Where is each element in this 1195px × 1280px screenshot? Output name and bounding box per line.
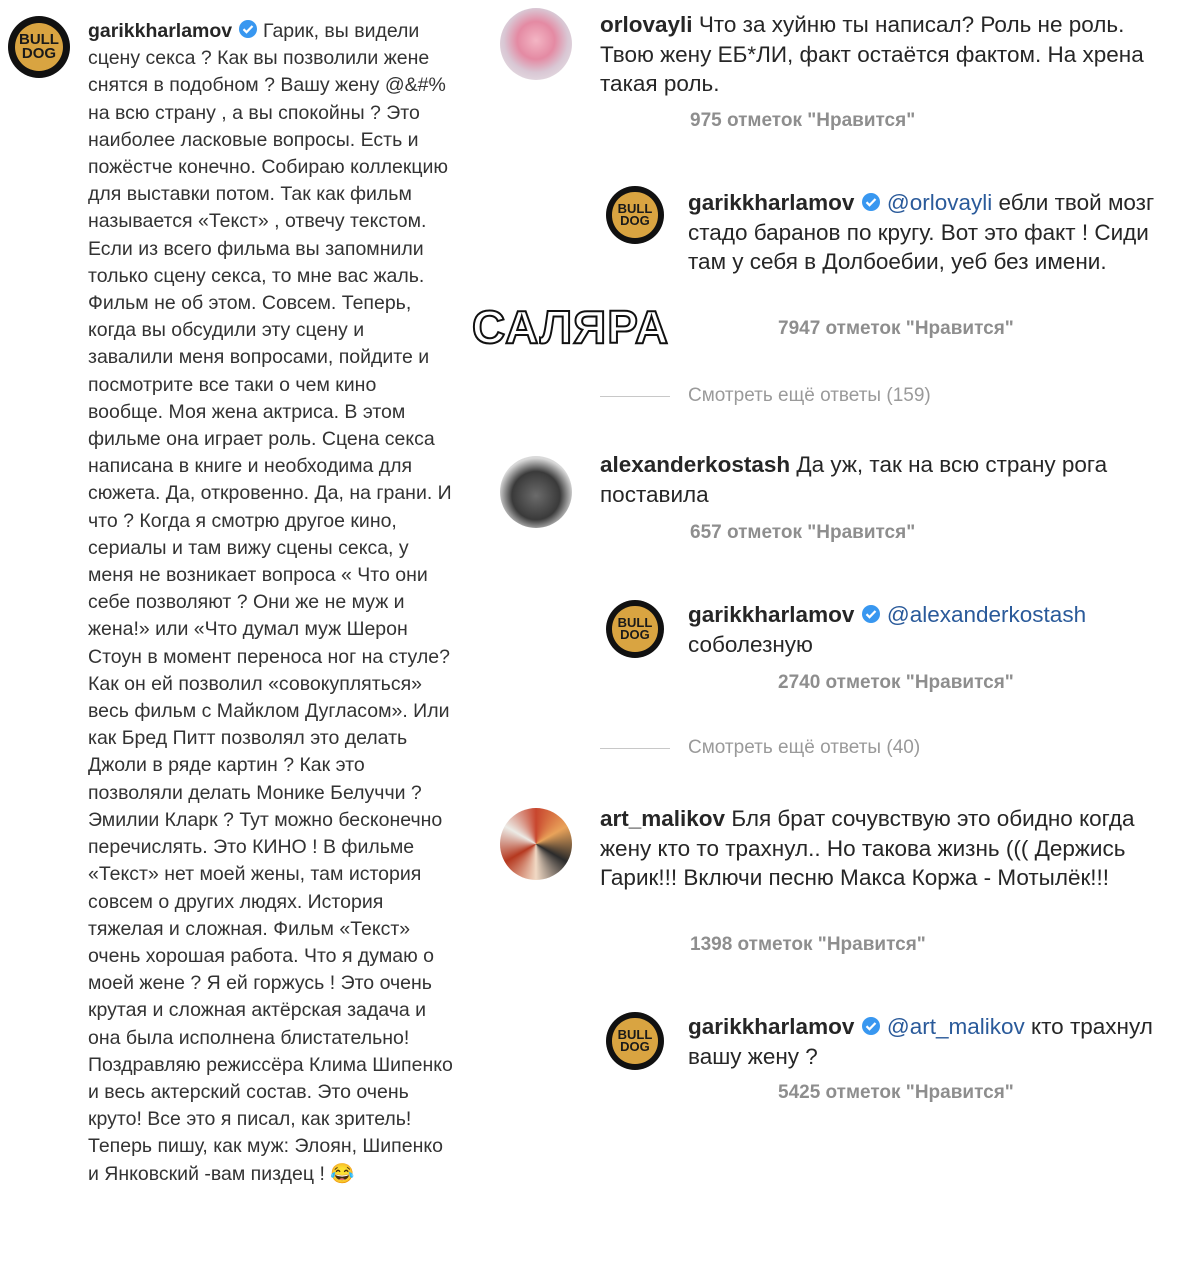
divider: [600, 748, 670, 749]
reply-mention[interactable]: @alexanderkostash: [886, 602, 1087, 627]
reply-username[interactable]: garikkharlamov: [688, 1014, 855, 1039]
reply-likes[interactable]: 2740 отметок "Нравится": [778, 672, 1014, 693]
reply-avatar-garikkharlamov[interactable]: [606, 186, 664, 244]
verified-badge-icon: [861, 1016, 881, 1036]
reply-garikkharlamov-1: [688, 188, 1178, 277]
post-caption: [88, 18, 453, 1188]
commenter-avatar-art-malikov[interactable]: [500, 808, 572, 880]
bulldog-logo: BULL DOG: [612, 606, 657, 651]
comment-text: Да уж, так на всю страну рога поставила: [600, 452, 1108, 507]
verified-badge-icon: [861, 192, 881, 212]
post-caption-text: Гарик, вы видели сцену секса ? Как вы позволили жене снятся в подобном ? Вашу жену @&#% на всю страну , а вы спокойны ? Это наиболее ласковые вопросы. Есть и пожёстче конечно. Собираю коллекцию для выставки потом. Так как фильм называется «Текст» , отвечу текстом. Если из всего фильма вы запомнили только сцену секса, то мне вас жаль. Фильм не об этом. Совсем. Теперь, когда вы обсудили эту сцену и завалили меня вопросами, пойдите и посмотрите все таки о чем кино вообще. Моя жена актриса. В этом фильме она играет роль. Сцена секса написана в книге и необходима для сюжета. Да, откровенно. Да, на грани. И что ? Когда я смотрю другое кино, сериалы и там вижу сцены секса, у меня не возникает вопроса « Что они себе позволяют ? Они же не муж и жена!» или «Что думал муж Шерон Стоун в момент переноса ног на стуле? Как он ей позволил «совокупляться» весь фильм с Майклом Дугласом». Или как Бред Питт позволял это делать Джоли в ряде картин ? Как это позволяли делать Монике Белуччи ? Эмилии Кларк ? Тут можно бесконечно перечислять. Это КИНО ! В фильме «Текст» нет моей жены, там история совсем о других людях. История тяжелая и сложная. Фильм «Текст» очень хорошая работа. Что я думаю о моей жене ? Я ей горжусь ! Это очень крутая и сложная актёрская задача и она была исполнена блистательно! Поздравляю режиссёра Клима Шипенко и весь актерский состав. Это очень круто! Все это я писал, как зритель! Теперь пишу, как муж: Элоян, Шипенко и Янковский -вам пиздец !: [88, 20, 453, 1185]
verified-badge-icon: [238, 19, 258, 39]
reply-likes[interactable]: 5425 отметок "Нравится": [778, 1082, 1014, 1103]
reply-text: ебли твой мозг стадо баранов по кругу. Вот это факт ! Сиди там у себя в Долбоебии, уеб без имени.: [688, 190, 1155, 274]
comment-text: Бля брат сочувствую это обидно когда жену кто то трахнул.. Но такова жизнь ((( Держись Гарик!!! Включи песню Макса Коржа - Мотылёк!!!: [600, 806, 1135, 890]
comment-username[interactable]: orlovayli: [600, 12, 693, 37]
commenter-avatar-alexanderkostash[interactable]: [500, 456, 572, 528]
bulldog-logo: BULL DOG: [15, 23, 63, 71]
divider: [600, 396, 670, 397]
reply-username[interactable]: garikkharlamov: [688, 602, 855, 627]
reply-avatar-garikkharlamov[interactable]: [606, 600, 664, 658]
view-more-replies-button[interactable]: Смотреть ещё ответы (40): [688, 737, 921, 758]
reply-username[interactable]: garikkharlamov: [688, 190, 855, 215]
watermark: САЛЯРА: [472, 301, 670, 353]
reply-text: соболезную: [688, 631, 813, 657]
comment-username[interactable]: alexanderkostash: [600, 452, 791, 477]
comment-alexanderkostash: [600, 450, 1180, 509]
post-author-username[interactable]: garikkharlamov: [88, 20, 233, 42]
reply-mention[interactable]: @orlovayli: [886, 190, 993, 215]
comment-likes[interactable]: 657 отметок "Нравится": [690, 522, 916, 543]
reply-mention[interactable]: @art_malikov: [886, 1014, 1025, 1039]
comment-username[interactable]: art_malikov: [600, 806, 726, 831]
reply-garikkharlamov-3: [688, 1012, 1178, 1071]
verified-badge-icon: [861, 604, 881, 624]
reply-avatar-garikkharlamov[interactable]: [606, 1012, 664, 1070]
comment-orlovayli: [600, 10, 1180, 99]
comment-art-malikov: [600, 804, 1180, 893]
view-more-replies-button[interactable]: Смотреть ещё ответы (159): [688, 385, 931, 406]
reply-likes[interactable]: 7947 отметок "Нравится": [778, 318, 1014, 339]
comment-text: Что за хуйню ты написал? Роль не роль. Твою жену ЕБ*ЛИ, факт остаётся фактом. На хрена такая роль.: [600, 12, 1144, 96]
bulldog-logo: BULL DOG: [612, 1018, 657, 1063]
comment-likes[interactable]: 1398 отметок "Нравится": [690, 934, 926, 955]
bulldog-logo: BULL DOG: [612, 192, 657, 237]
commenter-avatar-orlovayli[interactable]: [500, 8, 572, 80]
comment-likes[interactable]: 975 отметок "Нравится": [690, 110, 916, 131]
post-author-avatar[interactable]: [8, 16, 70, 78]
laughing-emoji-icon: 😂: [330, 1162, 355, 1185]
reply-garikkharlamov-2: [688, 600, 1178, 659]
reply-text: кто трахнул вашу жену ?: [688, 1014, 1153, 1069]
